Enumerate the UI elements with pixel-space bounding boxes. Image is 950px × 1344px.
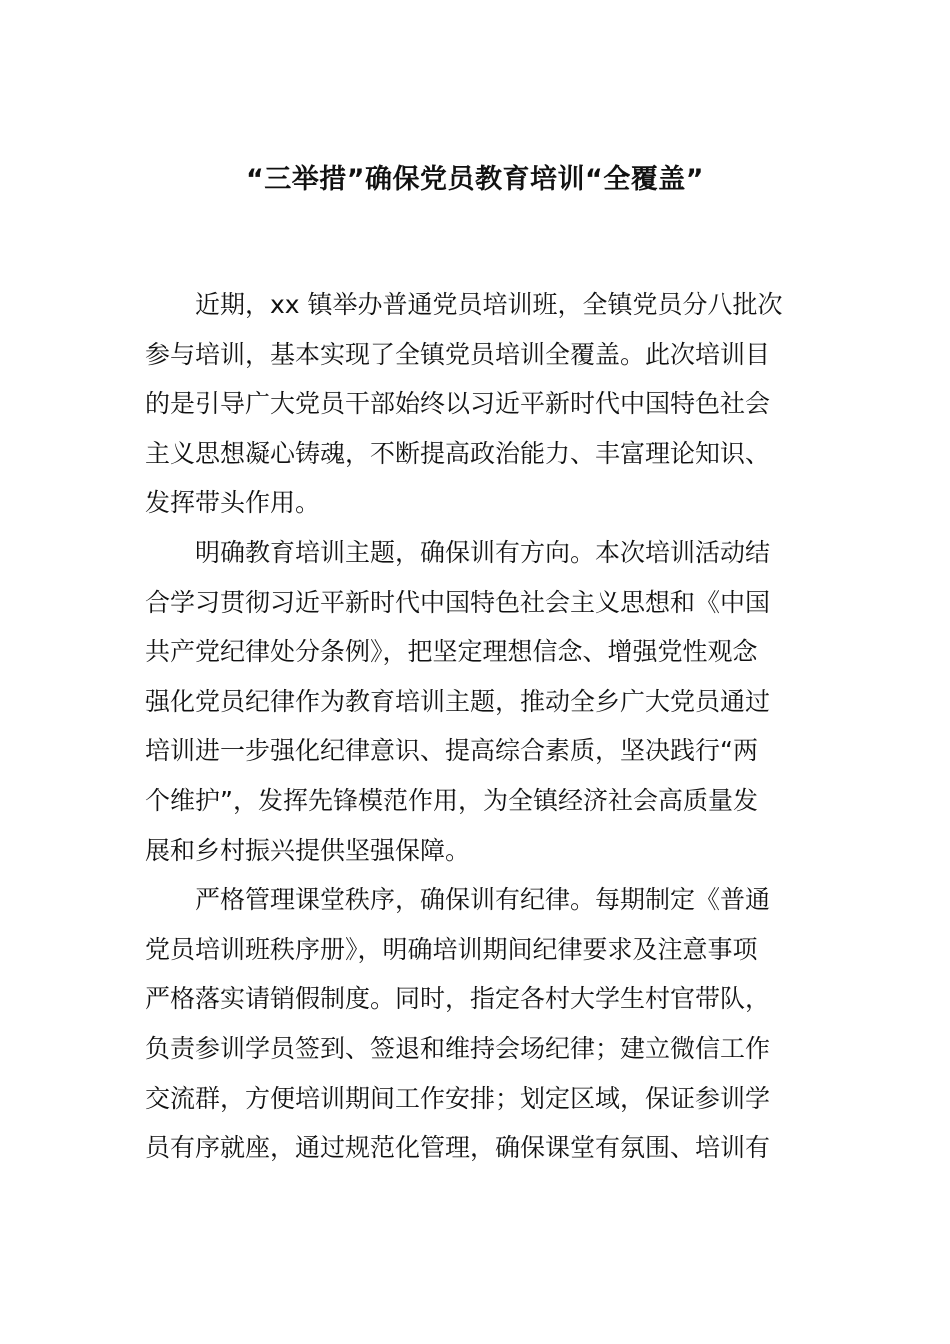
paragraph-1-line-3: 的是引导广大党员干部始终以习近平新时代中国特色社会 [145, 389, 771, 419]
paragraph-2-line-7: 展和乡村振兴提供坚强保障。 [145, 835, 471, 865]
paragraph-2-line-5: 培训进一步强化纪律意识、提高综合素质，坚决践行“两 [145, 736, 758, 766]
document-body [145, 280, 807, 1173]
paragraph-3-line-3: 严格落实请销假制度。同时，指定各村大学生村官带队， [145, 984, 771, 1014]
document-title: “三举措”确保党员教育培训“全覆盖” [246, 164, 704, 195]
paragraph-2-line-3: 共产党纪律处分条例》，把坚定理想信念、增强党性观念 [145, 637, 758, 667]
paragraph-2-line-6: 个维护”，发挥先锋模范作用，为全镇经济社会高质量发 [145, 785, 758, 815]
paragraph-1-line-5: 发挥带头作用。 [145, 488, 321, 518]
paragraph-1-line-4: 主义思想凝心铸魂，不断提高政治能力、丰富理论知识、 [145, 438, 771, 468]
paragraph-3-line-6: 员有序就座，通过规范化管理，确保课堂有氛围、培训有 [145, 1133, 771, 1163]
paragraph-3-line-1: 严格管理课堂秩序，确保训有纪律。每期制定《普通 [195, 885, 771, 915]
paragraph-3-line-2: 党员培训班秩序册》，明确培训期间纪律要求及注意事项 [145, 934, 758, 964]
paragraph-2-line-1: 明确教育培训主题，确保训有方向。本次培训活动结 [195, 537, 771, 567]
paragraph-1-line-2: 参与培训，基本实现了全镇党员培训全覆盖。此次培训目 [145, 339, 771, 369]
paragraph-2-line-4: 强化党员纪律作为教育培训主题，推动全乡广大党员通过 [145, 686, 771, 716]
paragraph-1-line-1: 近期，xx 镇举办普通党员培训班，全镇党员分八批次 [195, 290, 783, 319]
paragraph-3-line-5: 交流群，方便培训期间工作安排；划定区域，保证参训学 [145, 1083, 771, 1113]
paragraph-3-line-4: 负责参训学员签到、签退和维持会场纪律；建立微信工作 [145, 1033, 771, 1063]
paragraph-2-line-2: 合学习贯彻习近平新时代中国特色社会主义思想和《中国 [145, 587, 771, 617]
